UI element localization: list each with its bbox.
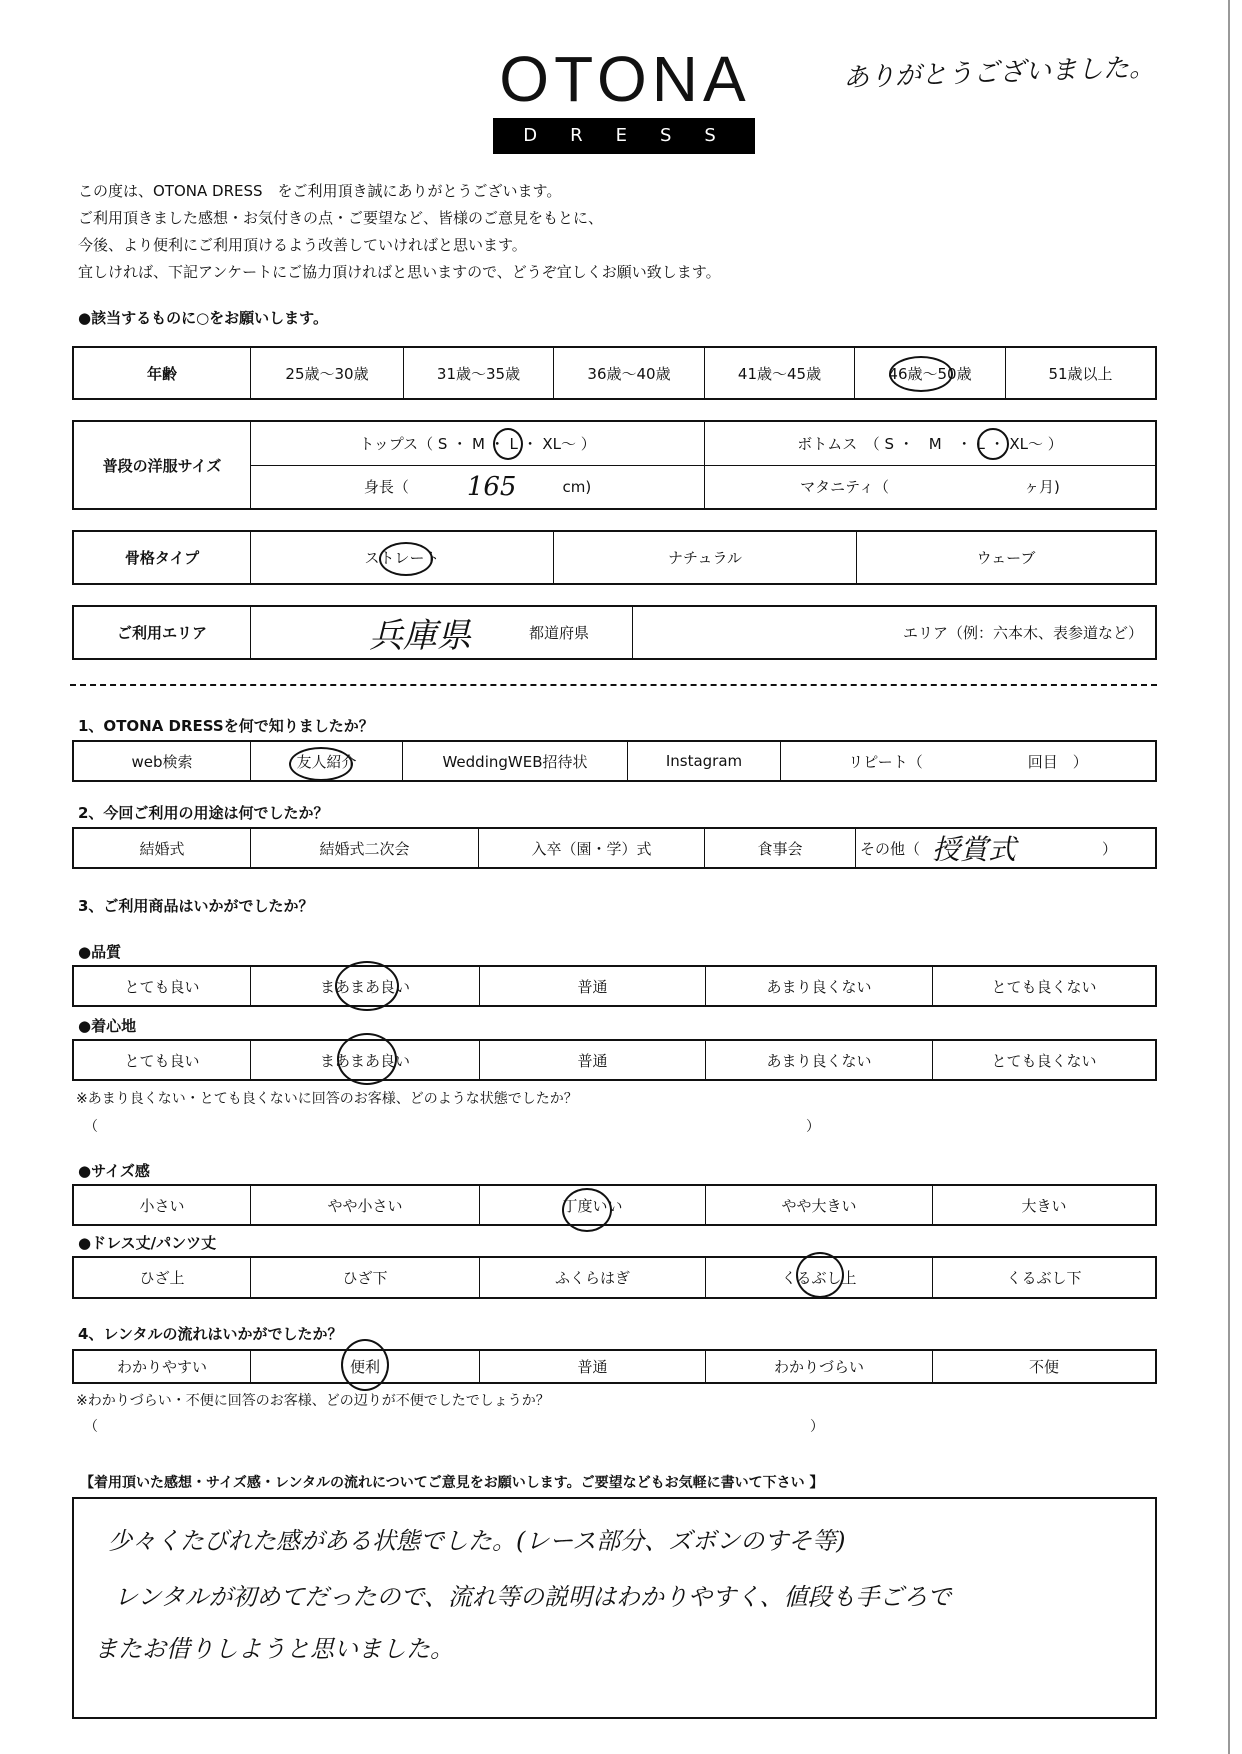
comfort-answer-open: （ [84,1119,98,1135]
area-field[interactable]: エリア（例：六本木、表参道など） [632,607,1155,658]
quality-label: ●品質 [78,943,122,961]
comfort-option[interactable]: あまり良くない [705,1041,932,1079]
length-option[interactable]: ひざ上 [139,1269,185,1287]
q1-option-label: 友人紹介 [296,752,357,771]
q1-option[interactable]: WeddingWEB招待状 [402,742,627,780]
quality-option[interactable]: あまり良くない [705,967,932,1005]
q2-option[interactable]: 結婚式二次会 [250,829,478,867]
comfort-answer-close: ） [806,1119,820,1135]
q4-row [72,1349,1157,1384]
q4-option[interactable]: わかりづらい [705,1351,932,1382]
logo-wordmark: OTONA [499,43,751,115]
age-option[interactable]: 31歳〜35歳 [403,348,553,398]
prefecture-suffix: 都道府県 [529,624,590,642]
q2-option[interactable]: 結婚式 [139,839,185,858]
q1-option[interactable]: web検索 [131,752,193,771]
q4-option[interactable]: 不便 [932,1351,1155,1382]
quality-row [72,965,1157,1007]
q1-option[interactable]: リピート（ 回目 ） [780,742,1155,780]
q4-option[interactable]: 普通 [479,1351,705,1382]
intro-line: ご利用頂きました感想・お気付きの点・ご要望など、皆様のご意見をもとに、 [78,209,604,227]
age-option[interactable]: 36歳〜40歳 [553,348,704,398]
q1-option-selected[interactable] [250,742,402,780]
fit-option-label: 丁度いい [562,1196,623,1215]
q3-title: 3、ご利用商品はいかがでしたか？ [78,897,314,915]
fit-label: ●サイズ感 [78,1162,150,1180]
bottoms-size-text: ボトムス （ S ・ M ・ L ・ XL〜 ） [797,434,1063,453]
comment-line: レンタルが初めてだったので、流れ等の説明はわかりやすく、値段も手ごろで [114,1583,952,1611]
size-row [72,420,1157,510]
quality-option[interactable]: とても良い [124,977,200,996]
tops-size-field[interactable] [250,422,704,465]
length-option[interactable]: ふくらはぎ [479,1258,705,1297]
q2-other-label: その他（ [860,839,921,858]
bottoms-size-field[interactable] [704,422,1155,465]
length-option-selected[interactable] [705,1258,932,1297]
quality-option-label: まあまあ良い [319,977,410,996]
fit-row [72,1184,1157,1226]
length-option-label: くるぶし上 [781,1269,857,1287]
fit-option[interactable]: 小さい [139,1196,185,1215]
fit-option-selected[interactable] [479,1186,705,1224]
area-row [72,605,1157,660]
q2-other-close: ） [1102,839,1118,858]
q2-options-row [72,827,1157,869]
height-prefix: 身長（ [363,478,409,497]
tops-size-text: トップス（ S ・ M ・ L ・ XL〜 ） [359,434,596,453]
size-grid [250,422,1155,508]
comment-line: 少々くたびれた感がある状態でした。(レース部分、ズボンのすそ等) [108,1527,846,1555]
comments-box[interactable] [72,1497,1157,1719]
q2-option[interactable]: 入卒（園・学）式 [478,829,704,867]
age-label: 年齢 [146,364,177,383]
q1-option[interactable]: Instagram [627,742,780,780]
length-option[interactable]: ひざ下 [250,1258,479,1297]
frame-type-row [72,530,1157,585]
page-edge-line [1228,0,1230,1754]
q2-other-field[interactable] [855,829,1155,867]
q2-other-value: 授賞式 [932,833,1017,866]
q2-title: 2、今回ご利用の用途は何でしたか？ [78,804,329,822]
prefecture-field[interactable] [250,607,632,658]
fit-option[interactable]: やや小さい [250,1186,479,1224]
q4-option-selected[interactable] [250,1351,479,1382]
logo-subtitle: DRESS [493,118,755,154]
comfort-note: ※あまり良くない・とても良くないに回答のお客様、どのような状態でしたか？ [76,1091,578,1107]
intro-text [78,178,721,286]
section-divider [70,684,1157,686]
comfort-row [72,1039,1157,1081]
q4-option-label: 便利 [349,1358,380,1376]
frame-option-label: ストレート [364,549,440,567]
comments-title: 【着用頂いた感想・サイズ感・レンタルの流れについてご意見をお願いします。ご要望などもお気軽に書いて下さい 】 [80,1475,824,1491]
fit-option[interactable]: やや大きい [705,1186,932,1224]
comment-line: またお借りしようと思いました。 [94,1635,454,1663]
comfort-option-label: まあまあ良い [319,1051,410,1070]
handwritten-thanks: ありがとうございました。 [842,52,1156,94]
fit-option[interactable]: 大きい [932,1186,1155,1224]
q4-option[interactable]: わかりやすい [116,1358,207,1376]
age-option[interactable]: 51歳以上 [1005,348,1155,398]
comfort-option[interactable]: 普通 [479,1041,705,1079]
q1-options-row [72,740,1157,782]
age-option-selected[interactable] [854,348,1005,398]
age-option[interactable]: 41歳〜45歳 [704,348,854,398]
quality-option[interactable]: とても良くない [932,967,1155,1005]
height-value: 165 [466,471,517,502]
frame-option[interactable]: ナチュラル [553,532,856,583]
q4-note: ※わかりづらい・不便に回答のお客様、どの辺りが不便でしたでしょうか？ [76,1393,550,1409]
q1-title: 1、OTONA DRESSを何で知りましたか？ [78,717,374,735]
q4-title: 4、レンタルの流れはいかがでしたか？ [78,1325,343,1343]
size-label: 普段の洋服サイズ [102,456,222,475]
frame-option[interactable]: ウェーブ [856,532,1155,583]
instruction-heading: ●該当するものに○をお願いします。 [78,309,328,327]
quality-option-selected[interactable] [250,967,479,1005]
age-option[interactable]: 25歳〜30歳 [250,348,403,398]
q4-answer-close: ） [810,1419,824,1435]
intro-line: 宜しければ、下記アンケートにご協力頂ければと思いますので、どうぞ宜しくお願い致します。 [78,263,721,281]
length-option[interactable]: くるぶし下 [932,1258,1155,1297]
comfort-option[interactable]: とても良くない [932,1041,1155,1079]
length-label: ●ドレス丈/パンツ丈 [78,1234,217,1252]
intro-line: この度は、OTONA DRESS をご利用頂き誠にありがとうございます。 [78,182,562,200]
frame-option-selected[interactable] [250,532,553,583]
age-row [72,346,1157,400]
q2-option[interactable]: 食事会 [704,829,855,867]
intro-line: 今後、より便利にご利用頂けるよう改善していければと思います。 [78,236,527,254]
comfort-label: ●着心地 [78,1017,137,1035]
q4-answer-open: （ [84,1419,98,1435]
length-row [72,1256,1157,1299]
height-field[interactable] [250,466,704,509]
comfort-option-selected[interactable] [250,1041,479,1079]
height-unit: cm) [562,477,592,496]
frame-type-label: 骨格タイプ [124,549,200,567]
quality-option[interactable]: 普通 [479,967,705,1005]
age-option-label: 46歳〜50歳 [888,364,972,383]
prefecture-value: 兵庫県 [369,616,471,656]
area-label: ご利用エリア [116,624,207,642]
maternity-field[interactable]: マタニティ（ ヶ月) [704,466,1155,509]
comfort-option[interactable]: とても良い [124,1051,200,1070]
